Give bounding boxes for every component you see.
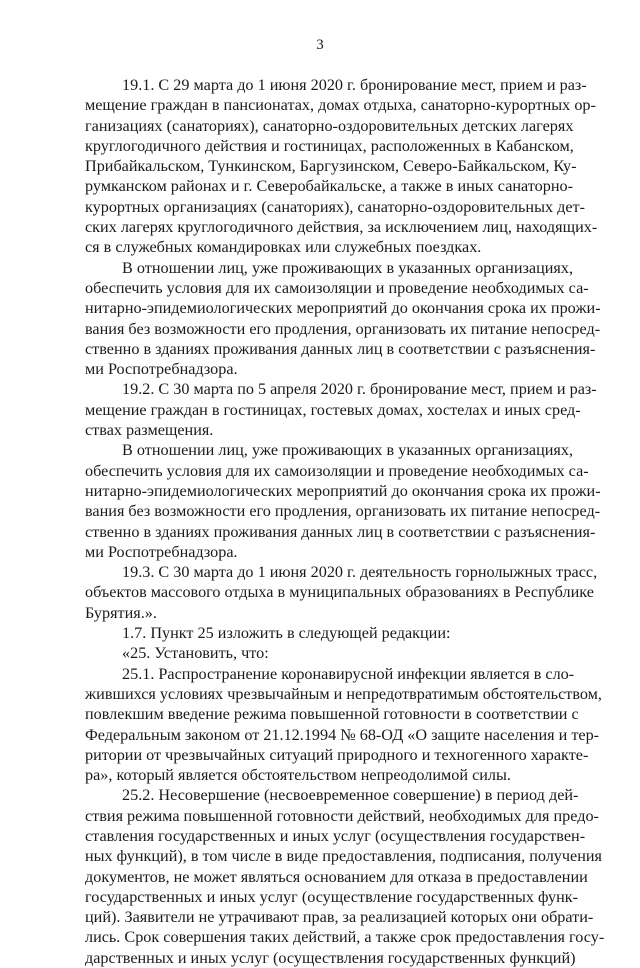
text-line: румканском районах и г. Северобайкальске, а также в иных санаторно-: [85, 177, 573, 196]
paragraph-19-3: [85, 562, 598, 623]
text-line: ритории от чрезвычайных ситуаций природного и техногенного характе-: [85, 745, 589, 764]
text-line: вания без возможности его продления, организовать их питание непосред-: [85, 502, 601, 521]
text-line: ствах размещения.: [85, 421, 214, 440]
text-line: мещение граждан в гостиницах, гостевых домах, хостелах и иных сред-: [85, 400, 581, 419]
paragraph-1-7: [85, 623, 573, 643]
text-line: 25.1. Распространение коронавирусной инфекции является в сло-: [122, 664, 575, 683]
paragraph-25-1: [85, 664, 602, 786]
text-line: 1.7. Пункт 25 изложить в следующей редакции:: [122, 624, 451, 643]
text-line: дарственных и иных услуг (осуществления государственных функций): [85, 948, 576, 967]
text-line: ственно в зданиях проживания данных лиц в соответствии с разъяснения-: [85, 339, 596, 358]
text-line: 19.1. С 29 марта до 1 июня 2020 г. бронирование мест, прием и раз-: [122, 76, 587, 94]
text-line: ных функций), в том числе в виде предоставления, подписания, получения: [85, 847, 603, 866]
text-line: В отношении лиц, уже проживающих в указанных организациях,: [122, 258, 573, 277]
text-line: «25. Установить, что:: [122, 644, 269, 663]
text-line: нитарно-эпидемиологических мероприятий до окончания срока их прожи-: [85, 481, 601, 500]
text-line: круглогодичного действия и гостиницах, расположенных в Кабанском,: [85, 136, 574, 155]
text-line: ра», который является обстоятельством непреодолимой силы.: [85, 766, 511, 785]
text-line: повлекшим введение режима повышенной готовности в соответствии с: [85, 705, 579, 724]
paragraph-19-1: [85, 75, 598, 258]
text-line: лись. Срок совершения таких действий, а также срок предоставления госу-: [85, 928, 605, 947]
text-line: ганизациях (санаториях), санаторно-оздоровительных детских лагерях: [85, 116, 574, 135]
paragraph-19-2: [85, 379, 597, 440]
text-line: ственно в зданиях проживания данных лиц в соответствии с разъяснения-: [85, 522, 596, 541]
paragraph-25-2: [85, 785, 605, 968]
text-line: ствия режима повышенной готовности действий, необходимых для предо-: [85, 806, 599, 825]
text-line: вания без возможности его продления, организовать их питание непосред-: [85, 319, 601, 338]
text-line: документов, не может являться основанием для отказа в предоставлении: [85, 867, 588, 886]
text-line: В отношении лиц, уже проживающих в указанных организациях,: [122, 441, 573, 460]
document-body: [85, 75, 605, 968]
text-line: объектов массового отдыха в муниципальных образованиях в Республике: [85, 583, 594, 602]
text-line: ми Роспотребнадзора.: [85, 542, 238, 561]
page-number: 3: [316, 37, 324, 53]
paragraph-residents-1: [85, 258, 601, 380]
paragraph-25: [85, 643, 573, 663]
text-line: мещение граждан в пансионатах, домах отдыха, санаторно-курортных ор-: [85, 96, 596, 115]
text-line: обеспечить условия для их самоизоляции и проведение необходимых са-: [85, 278, 589, 297]
text-line: государственных и иных услуг (осуществление государственных функ-: [85, 887, 579, 906]
text-line: ций). Заявители не утрачивают прав, за реализацией которых они обрати-: [85, 908, 594, 927]
text-line: обеспечить условия для их самоизоляции и проведение необходимых са-: [85, 461, 589, 480]
text-line: Бурятия.».: [85, 603, 157, 622]
text-line: жившихся условиях чрезвычайным и непредотвратимым обстоятельством,: [85, 684, 602, 703]
paragraph-residents-2: [85, 440, 601, 562]
text-line: ставления государственных и иных услуг (осуществления государствен-: [85, 826, 586, 845]
text-line: ских лагерях круглогодичного действия, за исключением лиц, находящих-: [85, 218, 598, 237]
text-line: ся в служебных командировках или служебных поездках.: [85, 238, 482, 257]
text-line: Прибайкальском, Тункинском, Баргузинском, Северо-Байкальском, Ку-: [85, 157, 577, 176]
text-line: 19.2. С 30 марта по 5 апреля 2020 г. бронирование мест, прием и раз-: [122, 380, 597, 399]
text-line: ми Роспотребнадзора.: [85, 360, 238, 379]
text-line: нитарно-эпидемиологических мероприятий до окончания срока их прожи-: [85, 299, 601, 318]
text-line: 19.3. С 30 марта до 1 июня 2020 г. деятельность горнолыжных трасс,: [122, 563, 598, 582]
text-line: 25.2. Несовершение (несвоевременное совершение) в период дей-: [122, 786, 579, 805]
text-line: курортных организациях (санаториях), санаторно-оздоровительных дет-: [85, 197, 585, 216]
text-line: Федеральным законом от 21.12.1994 № 68-ОД «О защите населения и тер-: [85, 725, 600, 744]
